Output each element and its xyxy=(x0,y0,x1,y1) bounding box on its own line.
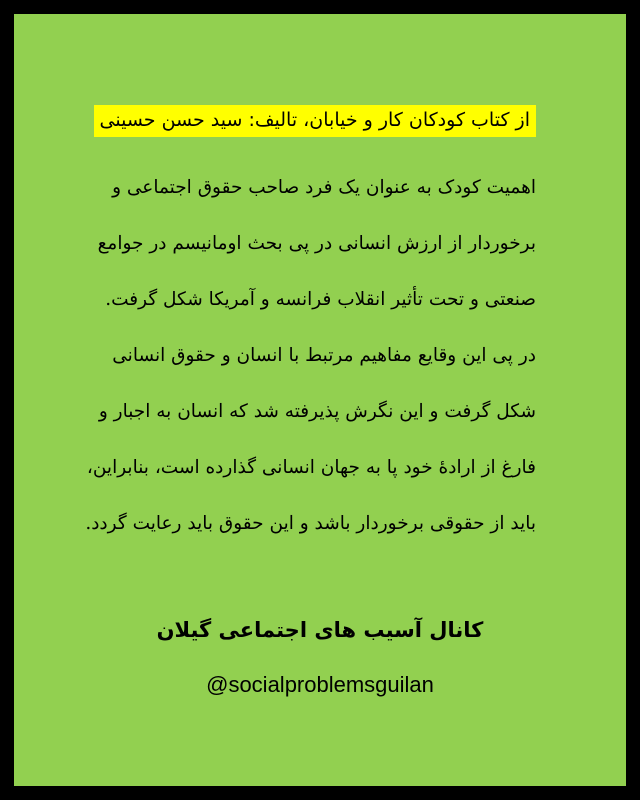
body-line: فارغ از ارادهٔ خود پا به جهان انسانی گذارده است، بنابراین، xyxy=(86,457,536,478)
body-line: اهمیت کودک به عنوان یک فرد صاحب حقوق اجتماعی و xyxy=(112,177,536,198)
body-line: صنعتی و تحت تأثیر انقلاب فرانسه و آمریکا شکل گرفت. xyxy=(105,289,536,310)
source-citation: از کتاب کودکان کار و خیابان، تالیف: سید حسن حسینی xyxy=(94,105,536,137)
body-line: شکل گرفت و این نگرش پذیرفته شد که انسان به اجبار و xyxy=(98,401,536,422)
body-line: برخوردار از ارزش انسانی در پی بحث اومانیسم در جوامع xyxy=(97,233,536,254)
body-line: در پی این وقایع مفاهیم مرتبط با انسان و حقوق انسانی xyxy=(112,345,536,366)
channel-handle: @socialproblemsguilan xyxy=(206,672,434,697)
channel-name: کانال آسیب های اجتماعی گیلان xyxy=(156,618,484,642)
document-page xyxy=(14,14,626,786)
body-paragraph xyxy=(85,160,536,552)
body-line: باید از حقوقی برخوردار باشد و این حقوق باید رعایت گردد. xyxy=(85,513,536,534)
